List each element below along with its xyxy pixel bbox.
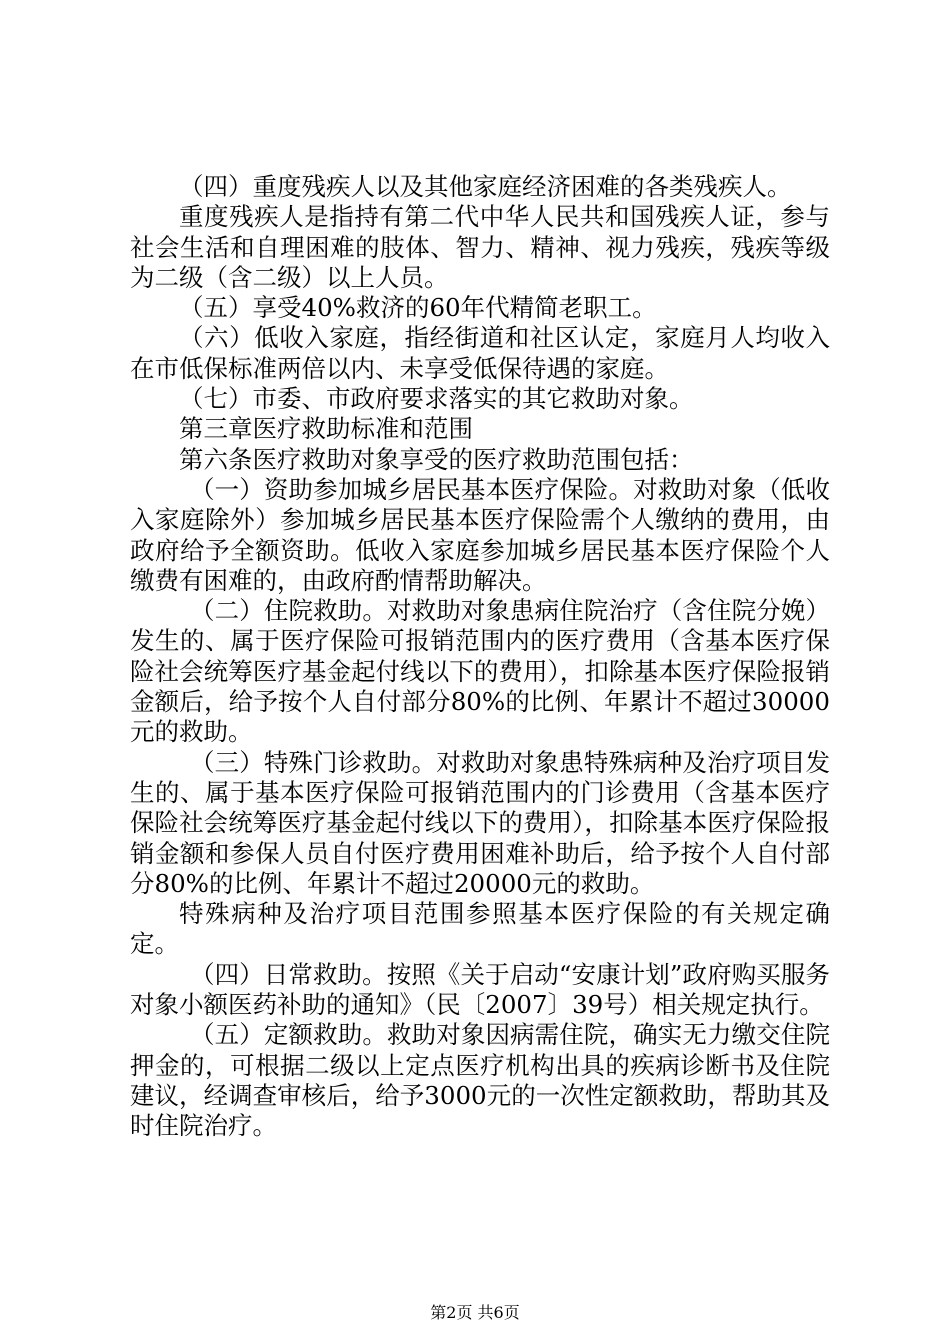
document-body — [130, 172, 830, 1142]
paragraph: （六）低收入家庭，指经街道和社区认定，家庭月人均收入在市低保标准两倍以内、未享受低保待遇的家庭。 — [130, 323, 830, 383]
paragraph: （三）特殊门诊救助。对救助对象患特殊病种及治疗项目发生的、属于基本医疗保险可报销范围内的门诊费用（含基本医疗保险社会统筹医疗基金起付线以下的费用），扣除基本医疗保险报销金额和参保人员自付医疗费用困难补助后，给予按个人自付部分80%的比例、年累计不超过20000元的救助。 — [130, 747, 830, 898]
paragraph: （五）定额救助。救助对象因病需住院，确实无力缴交住院押金的，可根据二级以上定点医疗机构出具的疾病诊断书及住院建议，经调查审核后，给予3000元的一次性定额救助，帮助其及时住院治疗。 — [130, 1020, 830, 1141]
paragraph: （四）重度残疾人以及其他家庭经济困难的各类残疾人。 — [179, 172, 792, 201]
paragraph: （五）享受40%救济的60年代精简老职工。 — [179, 293, 657, 323]
paragraph: 重度残疾人是指持有第二代中华人民共和国残疾人证，参与社会生活和自理困难的肢体、智力、精神、视力残疾，残疾等级为二级（含二级）以上人员。 — [130, 202, 830, 292]
paragraph: （七）市委、市政府要求落实的其它救助对象。 — [179, 384, 694, 414]
paragraph: （四）日常救助。按照《关于启动“安康计划”政府购买服务对象小额医药补助的通知》（民〔2007〕39号）相关规定执行。 — [130, 959, 830, 1020]
chapter-heading: 第三章医疗救助标准和范围 — [179, 414, 473, 444]
paragraph: 特殊病种及治疗项目范围参照基本医疗保险的有关规定确定。 — [130, 899, 830, 959]
page-footer: 第2页 共6页 — [430, 1303, 520, 1322]
paragraph: （一）资助参加城乡居民基本医疗保险。对救助对象（低收入家庭除外）参加城乡居民基本医疗保险需个人缴纳的费用，由政府给予全额资助。低收入家庭参加城乡居民基本医疗保险个人缴费有困难的，由政府酌情帮助解决。 — [130, 474, 830, 595]
article-heading: 第六条医疗救助对象享受的医疗救助范围包括： — [179, 444, 694, 474]
paragraph: （二）住院救助。对救助对象患病住院治疗（含住院分娩）发生的、属于医疗保险可报销范围内的医疗费用（含基本医疗保险社会统筹医疗基金起付线以下的费用），扣除基本医疗保险报销金额后，给予按个人自付部分80%的比例、年累计不超过30000元的救助。 — [130, 596, 830, 747]
